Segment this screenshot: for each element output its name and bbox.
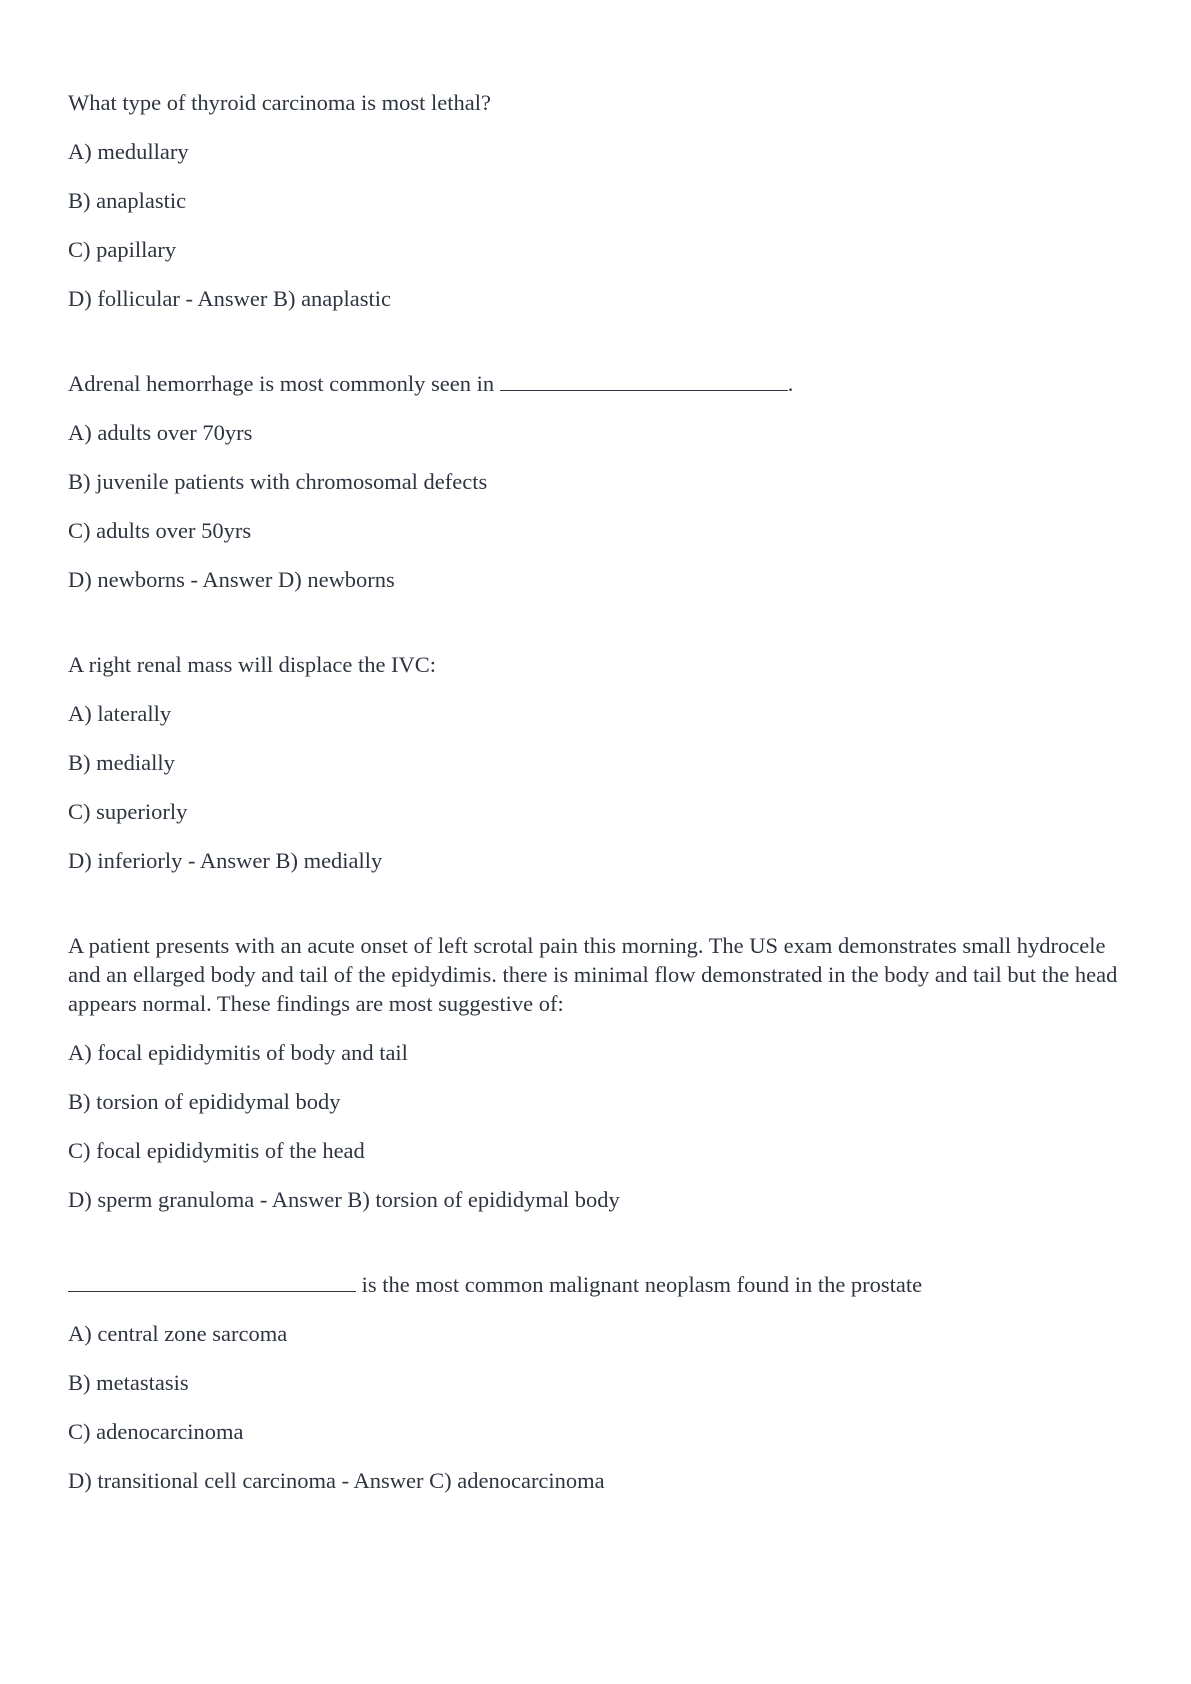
option-d-with-answer: D) sperm granuloma - Answer B) torsion of epididymal body <box>68 1187 620 1212</box>
answer-blank <box>68 1271 356 1292</box>
option-b: B) metastasis <box>68 1370 189 1395</box>
option-c: C) superiorly <box>68 799 188 824</box>
question-text <box>68 369 1128 398</box>
option-d-with-answer: D) newborns - Answer D) newborns <box>68 567 395 592</box>
option-d-with-answer: D) transitional cell carcinoma - Answer C) adenocarcinoma <box>68 1468 605 1493</box>
option-a: A) adults over 70yrs <box>68 420 253 445</box>
option-a: A) focal epididymitis of body and tail <box>68 1040 408 1065</box>
question-text: A right renal mass will displace the IVC: <box>68 652 437 677</box>
answer-blank <box>500 370 788 391</box>
option-a: A) medullary <box>68 139 189 164</box>
option-c: C) focal epididymitis of the head <box>68 1138 365 1163</box>
question-4 <box>68 931 1128 1214</box>
option-a: A) central zone sarcoma <box>68 1321 288 1346</box>
question-1 <box>68 88 1128 313</box>
option-c: C) papillary <box>68 237 177 262</box>
question-text <box>68 1270 1128 1299</box>
option-d-with-answer: D) follicular - Answer B) anaplastic <box>68 286 392 311</box>
question-5 <box>68 1270 1128 1495</box>
option-c: C) adults over 50yrs <box>68 518 252 543</box>
question-text-before-blank: Adrenal hemorrhage is most commonly seen in <box>68 371 500 396</box>
question-text: What type of thyroid carcinoma is most lethal? <box>68 90 491 115</box>
option-a: A) laterally <box>68 701 172 726</box>
question-2 <box>68 369 1128 594</box>
question-text-after-blank: . <box>787 371 794 396</box>
option-d-with-answer: D) inferiorly - Answer B) medially <box>68 848 383 873</box>
question-text: A patient presents with an acute onset of left scrotal pain this morning. The US exam demonstrates small hydrocele and an ellarged body and tail of the epidydimis. there is minimal flow demonstrated in the body and tail but the head appears normal. These findings are most suggestive of: <box>68 933 1118 1016</box>
question-text-after-blank: is the most common malignant neoplasm found in the prostate <box>356 1272 923 1297</box>
document-page <box>68 88 1128 1551</box>
option-b: B) medially <box>68 750 175 775</box>
question-3 <box>68 650 1128 875</box>
option-c: C) adenocarcinoma <box>68 1419 244 1444</box>
option-b: B) torsion of epididymal body <box>68 1089 341 1114</box>
option-b: B) juvenile patients with chromosomal defects <box>68 469 488 494</box>
option-b: B) anaplastic <box>68 188 187 213</box>
